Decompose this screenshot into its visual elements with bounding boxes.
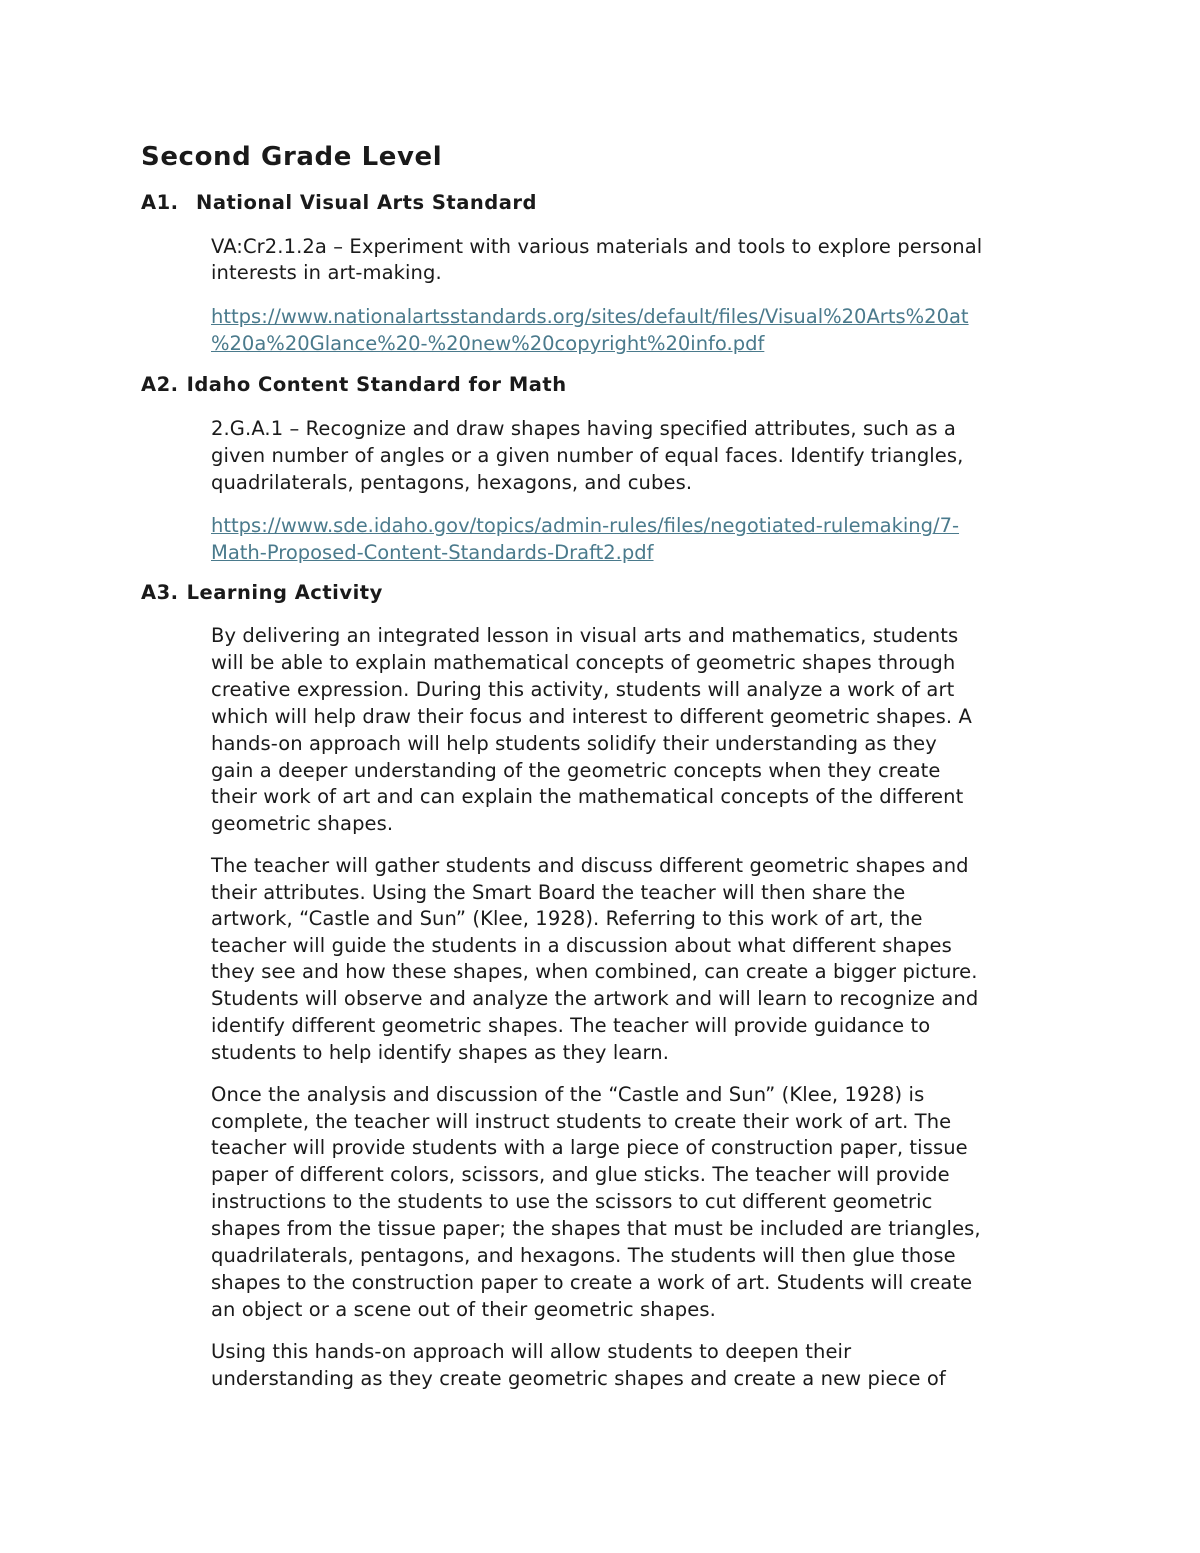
paragraph-line: their work of art and can explain the mathematical concepts of the different xyxy=(211,785,964,808)
paragraph-line: The teacher will gather students and discuss different geometric shapes and xyxy=(211,854,969,877)
paragraph-line: quadrilaterals, pentagons, hexagons, and cubes. xyxy=(211,471,693,494)
paragraph-line: Using this hands-on approach will allow students to deepen their xyxy=(211,1340,852,1363)
paragraph-line: Once the analysis and discussion of the “Castle and Sun” (Klee, 1928) is xyxy=(211,1083,925,1106)
section-title: Learning Activity xyxy=(186,581,383,604)
paragraph-line: By delivering an integrated lesson in visual arts and mathematics, students xyxy=(211,624,959,647)
idaho-standards-link[interactable]: Math-Proposed-Content-Standards-Draft2.pdf xyxy=(211,541,654,564)
paragraph-line: identify different geometric shapes. The teacher will provide guidance to xyxy=(211,1014,931,1037)
paragraph-line: geometric shapes. xyxy=(211,812,394,835)
paragraph-line: teacher will provide students with a large piece of construction paper, tissue xyxy=(211,1136,968,1159)
idaho-standards-link[interactable]: https://www.sde.idaho.gov/topics/admin-rules/files/negotiated-rulemaking/7- xyxy=(211,514,960,537)
national-arts-standards-link[interactable]: https://www.nationalartsstandards.org/sites/default/files/Visual%20Arts%20at xyxy=(211,305,969,328)
paragraph-line: an object or a scene out of their geometric shapes. xyxy=(211,1298,716,1321)
paragraph-line: Students will observe and analyze the artwork and will learn to recognize and xyxy=(211,987,979,1010)
paragraph-line: students to help identify shapes as they learn. xyxy=(211,1041,670,1064)
paragraph-line: given number of angles or a given number of equal faces. Identify triangles, xyxy=(211,444,964,467)
paragraph-line: teacher will guide the students in a discussion about what different shapes xyxy=(211,934,952,957)
paragraph-line: VA:Cr2.1.2a – Experiment with various materials and tools to explore personal xyxy=(211,235,983,258)
paragraph-line: 2.G.A.1 – Recognize and draw shapes having specified attributes, such as a xyxy=(211,417,956,440)
section-number: A2. xyxy=(141,373,179,396)
paragraph-line: which will help draw their focus and interest to different geometric shapes. A xyxy=(211,705,972,728)
paragraph-line: hands-on approach will help students solidify their understanding as they xyxy=(211,732,937,755)
paragraph-line: instructions to the students to use the scissors to cut different geometric xyxy=(211,1190,933,1213)
paragraph-line: will be able to explain mathematical concepts of geometric shapes through xyxy=(211,651,956,674)
section-heading-a1 xyxy=(141,190,537,216)
paragraph-line: shapes from the tissue paper; the shapes that must be included are triangles, xyxy=(211,1217,981,1240)
paragraph-line: complete, the teacher will instruct students to create their work of art. The xyxy=(211,1110,952,1133)
section-number: A1. xyxy=(141,191,179,214)
section-heading-a2 xyxy=(141,372,567,398)
paragraph-line: quadrilaterals, pentagons, and hexagons. The students will then glue those xyxy=(211,1244,956,1267)
paragraph-line: interests in art-making. xyxy=(211,261,442,284)
section-title: National Visual Arts Standard xyxy=(196,191,537,214)
section-heading-a3 xyxy=(141,580,383,606)
paragraph-line: their attributes. Using the Smart Board the teacher will then share the xyxy=(211,881,906,904)
paragraph-line: artwork, “Castle and Sun” (Klee, 1928). Referring to this work of art, the xyxy=(211,907,923,930)
paragraph-line: creative expression. During this activity, students will analyze a work of art xyxy=(211,678,955,701)
paragraph-line: shapes to the construction paper to create a work of art. Students will create xyxy=(211,1271,973,1294)
paragraph-line: paper of different colors, scissors, and glue sticks. The teacher will provide xyxy=(211,1163,950,1186)
section-title: Idaho Content Standard for Math xyxy=(186,373,567,396)
paragraph-line: they see and how these shapes, when combined, can create a bigger picture. xyxy=(211,960,978,983)
document-title: Second Grade Level xyxy=(141,142,443,172)
paragraph-line: gain a deeper understanding of the geometric concepts when they create xyxy=(211,759,941,782)
paragraph-line: understanding as they create geometric shapes and create a new piece of xyxy=(211,1367,946,1390)
section-number: A3. xyxy=(141,581,179,604)
national-arts-standards-link[interactable]: %20a%20Glance%20-%20new%20copyright%20info.pdf xyxy=(211,332,765,355)
